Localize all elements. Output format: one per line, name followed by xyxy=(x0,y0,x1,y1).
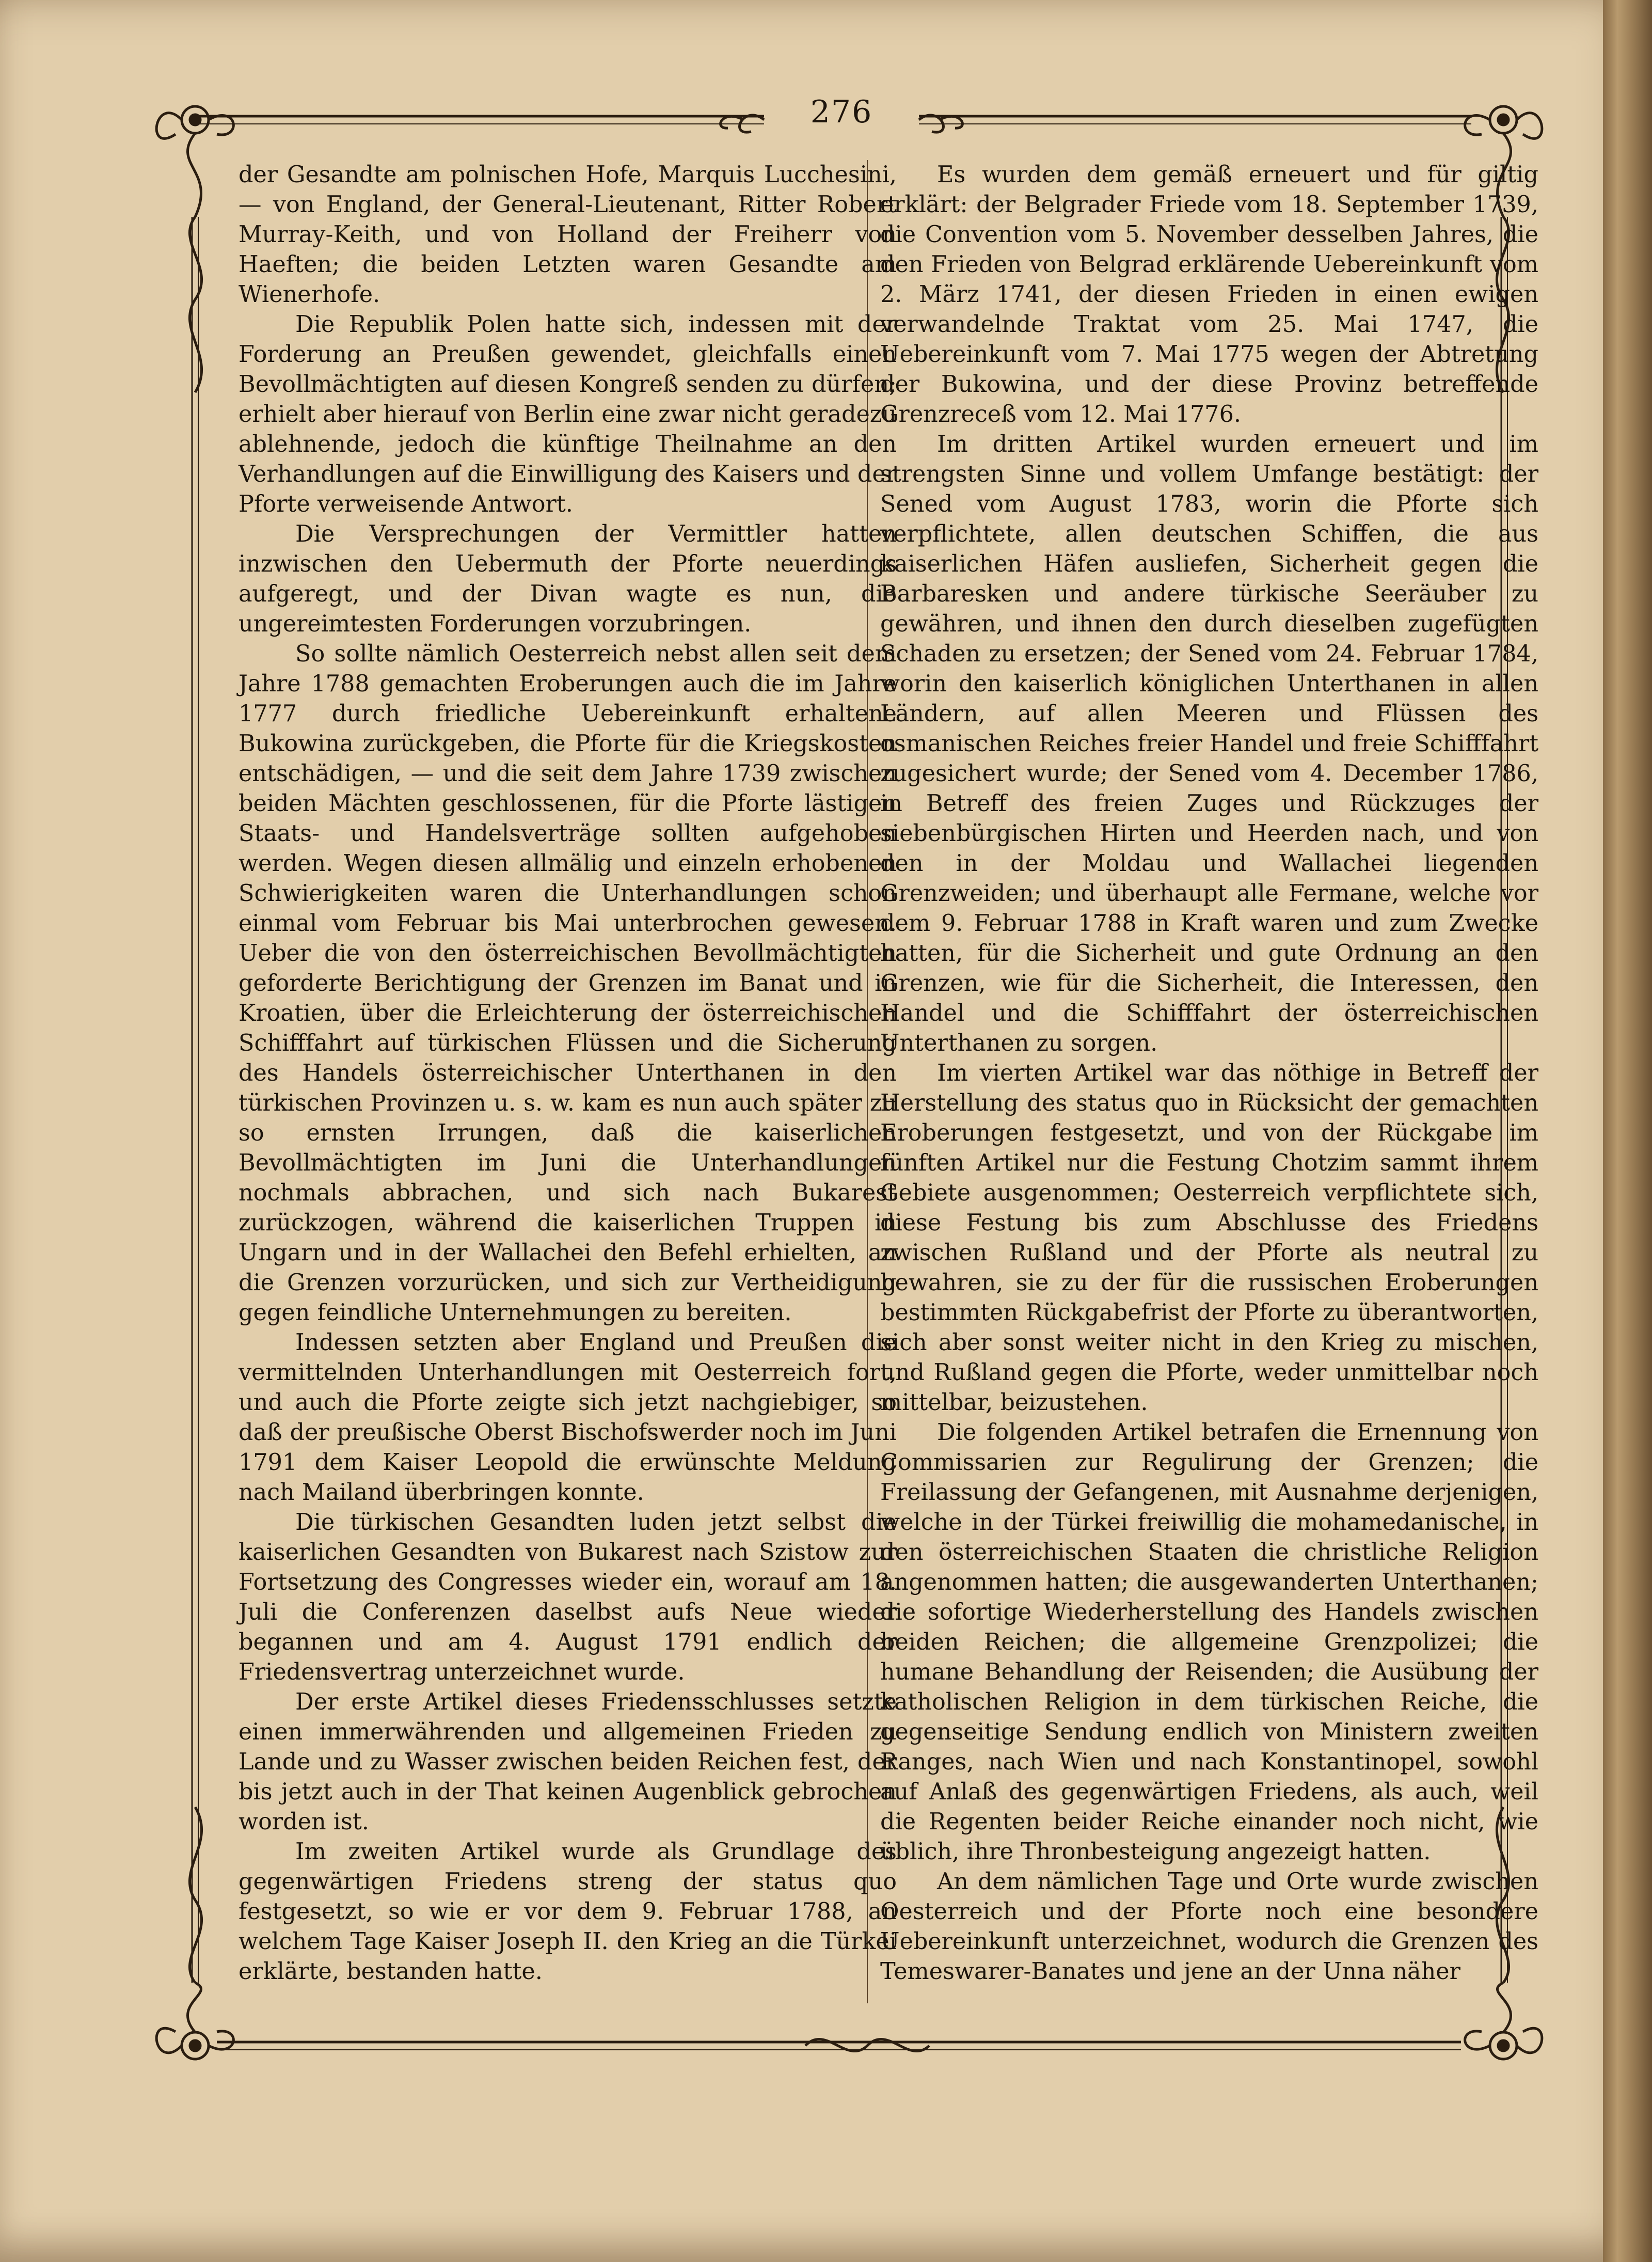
paragraph: Die türkischen Gesandten luden jetzt selbst die kaiserlichen Gesandten von Bukarest nach Szistow zur Fortsetzung des Congresses wieder ein, worauf am 18. Juli die Conferenzen daselbst aufs Neue wieder begannen und am 4. August 1791 endlich der Friedensvertrag unterzeichnet wurde. xyxy=(239,1509,897,1685)
paragraph: Im dritten Artikel wurden erneuert und im strengsten Sinne und vollem Umfange bestätigt: der Sened vom August 1783, worin die Pforte sich verpflichtete, allen deutschen Schiffen, die aus kaiserlichen Häfen ausliefen, Sicherheit gegen die Barbaresken und andere türkische Seeräuber zu gewähren, und ihnen den durch dieselben zugefügten Schaden zu ersetzen; der Sened vom 24. Februar 1784, worin den kaiserlich königlichen Unterthanen in allen Ländern, auf allen Meeren und Flüssen des osmanischen Reiches freier Handel und freie Schifffahrt zugesichert wurde; der Sened vom 4. December 1786, in Betreff des freien Zuges und Rückzuges der siebenbürgischen Hirten und Heerden nach, und von den in der Moldau und Wallachei liegenden Grenzweiden; und überhaupt alle Fermane, welche vor dem 9. Februar 1788 in Kraft waren und zum Zwecke hatten, für die Sicherheit und gute Ordnung an den Grenzen, wie für die Sicherheit, die Interessen, den Handel und die Schifffahrt der österreichischen Unterthanen zu sorgen. xyxy=(880,431,1538,1056)
paragraph: Die Versprechungen der Vermittler hatten inzwischen den Uebermuth der Pforte neuerdings aufgeregt, und der Divan wagte es nun, die ungereimtesten Forderungen vorzubringen. xyxy=(239,521,897,637)
paragraph: Im zweiten Artikel wurde als Grundlage des gegenwärtigen Friedens streng der status quo festgesetzt, so wie er vor dem 9. Februar 1788, an welchem Tage Kaiser Joseph II. den Krieg an die Türkei erklärte, bestanden hatte. xyxy=(239,1839,897,1985)
paragraph: der Gesandte am polnischen Hofe, Marquis Lucchesini, — von England, der General-Lieutenant, Ritter Robert Murray-Keith, und von Holland der Freiherr von Haeften; die beiden Letzten waren Gesandte am Wienerhofe. xyxy=(239,162,897,308)
paragraph: Die folgenden Artikel betrafen die Ernennung von Commissarien zur Regulirung der Grenzen; die Freilassung der Gefangenen, mit Ausnahme derjenigen, welche in der Türkei freiwillig die mohamedanische, in den österreichischen Staaten die christliche Religion angenommen hatten; die ausgewanderten Unterthanen; die sofortige Wiederherstellung des Handels zwischen beiden Reichen; die allgemeine Grenzpolizei; die humane Behandlung der Reisenden; die Ausübung der katholischen Religion in dem türkischen Reiche, die gegenseitige Sendung endlich von Ministern zweiten Ranges, nach Wien und nach Konstantinopel, sowohl auf Anlaß des gegenwärtigen Friedens, als auch, weil die Regenten beider Reiche einander noch nicht, wie üblich, ihre Thronbesteigung angezeigt hatten. xyxy=(880,1419,1538,1865)
paragraph: An dem nämlichen Tage und Orte wurde zwischen Oesterreich und der Pforte noch eine besondere Uebereinkunft unterzeichnet, wodurch die Grenzen des Temeswarer-Banates und jene an der Unna näher xyxy=(880,1869,1538,1985)
corner-ornament-bottom-right-icon xyxy=(1465,1983,1542,2059)
paragraph: Indessen setzten aber England und Preußen die vermittelnden Unterhandlungen mit Oesterreich fort, und auch die Pforte zeigte sich jetzt nachgiebiger, so daß der preußische Oberst Bischofswerder noch im Juni 1791 dem Kaiser Leopold die erwünschte Meldung nach Mailand überbringen konnte. xyxy=(239,1330,897,1506)
corner-ornament-top-left-icon xyxy=(156,106,233,217)
paragraph: Im vierten Artikel war das nöthige in Betreff der Herstellung des status quo in Rücksicht der gemachten Eroberungen festgesetzt, und von der Rückgabe im fünften Artikel nur die Festung Chotzim sammt ihrem Gebiete ausgenommen; Oesterreich verpflichtete sich, diese Festung bis zum Abschlusse des Friedens zwischen Rußland und der Pforte als neutral zu bewahren, sie zu der für die russischen Eroberungen bestimmten Rückgabefrist der Pforte zu überantworten, sich aber sonst weiter nicht in den Krieg zu mischen, und Rußland gegen die Pforte, weder unmittelbar noch mittelbar, beizustehen. xyxy=(880,1060,1538,1416)
right-text-column xyxy=(880,160,1538,1987)
paragraph: Der erste Artikel dieses Friedensschlusses setzte einen immerwährenden und allgemeinen Frieden zu Lande und zu Wasser zwischen beiden Reichen fest, der bis jetzt auch in der That keinen Augenblick gebrochen worden ist. xyxy=(239,1689,897,1835)
corner-ornament-bottom-left-icon xyxy=(156,1983,233,2059)
page-number: 276 xyxy=(810,94,873,130)
left-text-column xyxy=(239,160,897,1987)
paragraph: Die Republik Polen hatte sich, indessen mit der Forderung an Preußen gewendet, gleichfalls einen Bevollmächtigten auf diesen Kongreß senden zu dürfen; erhielt aber hierauf von Berlin eine zwar nicht geradezu ablehnende, jedoch die künftige Theilnahme an den Verhandlungen auf die Einwilligung des Kaisers und der Pforte verweisende Antwort. xyxy=(239,311,897,517)
paragraph: Es wurden dem gemäß erneuert und für giltig erklärt: der Belgrader Friede vom 18. September 1739, die Convention vom 5. November desselben Jahres, die den Frieden von Belgrad erklärende Uebereinkunft vom 2. März 1741, der diesen Frieden in einen ewigen verwandelnde Traktat vom 25. Mai 1747, die Uebereinkunft vom 7. Mai 1775 wegen der Abtretung der Bukowina, und der diese Provinz betreffende Grenzreceß vom 12. Mai 1776. xyxy=(880,162,1538,428)
paragraph: So sollte nämlich Oesterreich nebst allen seit dem Jahre 1788 gemachten Eroberungen auch die im Jahre 1777 durch friedliche Uebereinkunft erhaltene Bukowina zurückgeben, die Pforte für die Kriegskosten entschädigen, — und die seit dem Jahre 1739 zwischen beiden Mächten geschlossenen, für die Pforte lästigen Staats- und Handelsverträge sollten aufgehoben werden. Wegen diesen allmälig und einzeln erhobenen Schwierigkeiten waren die Unterhandlungen schon einmal vom Februar bis Mai unterbrochen gewesen. Ueber die von den österreichischen Bevollmächtigten geforderte Berichtigung der Grenzen im Banat und in Kroatien, über die Erleichterung der österreichischen Schifffahrt auf türkischen Flüssen und die Sicherung des Handels österreichischer Unterthanen in den türkischen Provinzen u. s. w. kam es nun auch später zu so ernsten Irrungen, daß die kaiserlichen Bevollmächtigten im Juni die Unterhandlungen nochmals abbrachen, und sich nach Bukarest zurückzogen, während die kaiserlichen Truppen in Ungarn und in der Wallachei den Befehl erhielten, an die Grenzen vorzurücken, und sich zur Vertheidigung gegen feindliche Unternehmungen zu bereiten. xyxy=(239,641,897,1326)
